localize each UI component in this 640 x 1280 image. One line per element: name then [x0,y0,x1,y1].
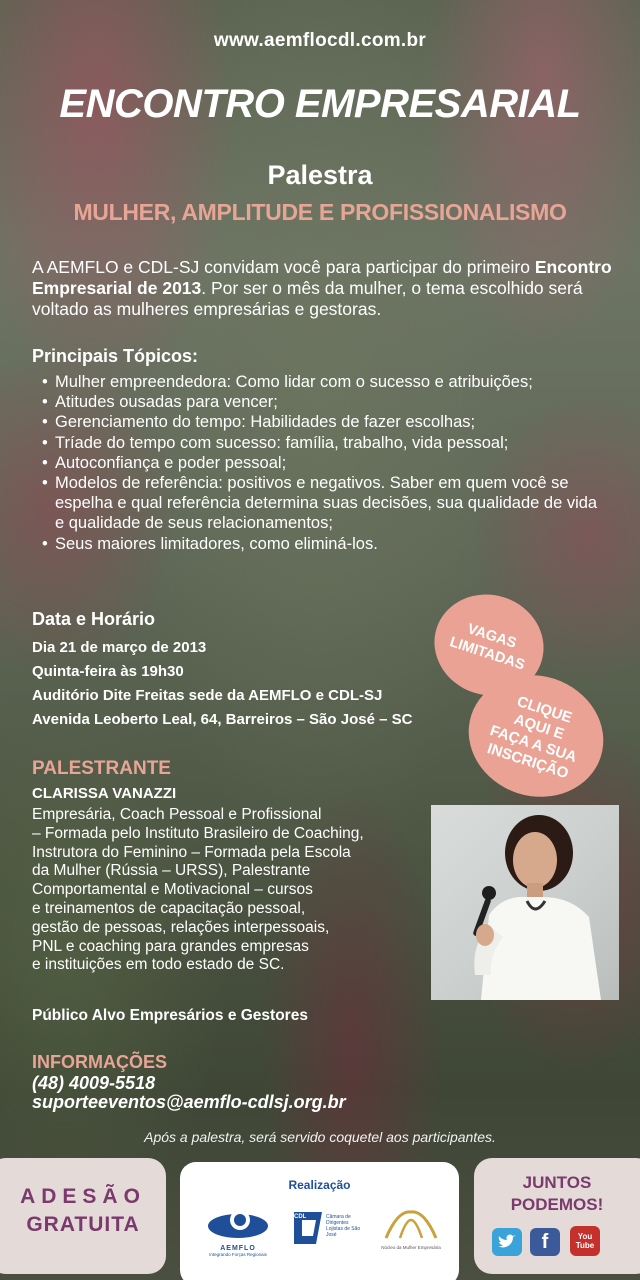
aemflo-logo-tagline: Integrando Forças Regionais [209,1252,267,1257]
speaker-bio-line: Comportamental e Motivacional – cursos [32,881,313,899]
cdl-logo-name: CDL [294,1214,307,1220]
facebook-icon[interactable] [530,1228,560,1256]
schedule-heading: Data e Horário [32,609,156,629]
event-address: Avenida Leoberto Leal, 64, Barreiros – São José – SC [32,711,413,728]
register-button-label: CLIQUE AQUI E FAÇA A SUA INSCRIÇÃO [485,693,579,783]
topic-item: • Modelos de referência: positivos e negativos. Saber em quem você se espelha e qual referência determina suas decisões, sua qualidade de vida e qualidade de seus relacionamentos; [42,474,598,533]
intro-highlight: Encontro Empresarial de 2013 [32,257,612,298]
speaker-bio-line: gestão de pessoas, relações interpessoais, [32,918,330,936]
aemflo-logo-name: AEMFLO [220,1245,256,1252]
limited-spots-text: VAGAS LIMITADAS [447,621,527,674]
topic-item: • Seus maiores limitadores, como eliminá-los. [42,534,378,553]
speaker-bio [32,806,424,975]
speaker-photo [431,805,619,1000]
speaker-photo-illustration [431,805,619,1000]
organizers-heading: Realização [288,1178,351,1192]
youtube-icon[interactable] [570,1226,600,1256]
info-email[interactable]: suporteeventos@aemflo-cdlsj.org.br [32,1092,346,1112]
speaker-bio-line: PNL e coaching para grandes empresas [32,937,309,955]
speaker-name: CLARISSA VANAZZI [32,785,177,802]
speaker-bio-line: e treinamentos de capacitação pessoal, [32,899,306,917]
speaker-heading: PALESTRANTE [32,758,171,779]
event-date: Dia 21 de março de 2013 [32,639,207,656]
topic-item: • Atitudes ousadas para vencer; [42,393,278,412]
aemflo-logo[interactable] [200,1206,276,1257]
together-slogan [474,1172,640,1216]
site-url[interactable]: www.aemflocdl.com.br [213,30,427,51]
youtube-glyph-you: You [577,1232,593,1241]
target-audience: Público Alvo Empresários e Gestores [32,1007,308,1024]
topic-item: • Autoconfiança e poder pessoal; [42,453,287,472]
intro-text-end: . Por ser o mês da mulher, o tema escolhido será voltado as mulheres empresárias e gestoras. [32,278,583,319]
free-admission-line1: ADESÃO [20,1185,146,1208]
event-venue: Auditório Dite Freitas sede da AEMFLO e CDL-SJ [32,687,383,704]
twitter-icon[interactable] [492,1228,522,1256]
speaker-bio-line: e instituições em todo estado de SC. [32,956,285,974]
intro-text-start: A AEMFLO e CDL-SJ convidam você para participar do primeiro [32,257,535,277]
event-title: ENCONTRO EMPRESARIAL [59,82,581,126]
nucleo-logo-mark [378,1206,444,1240]
cdl-logo-text: Câmara de Dirigentes Lojistas de São José [326,1214,361,1238]
nucleo-logo[interactable] [378,1206,444,1254]
topic-item: • Mulher empreendedora: Como lidar com o sucesso e atribuições; [42,373,533,391]
free-admission-line2: GRATUITA [26,1213,140,1236]
together-slogan-line2: PODEMOS! [510,1195,604,1214]
cocktail-note: Após a palestra, será servido coquetel aos participantes. [144,1129,496,1145]
topics-list [42,372,602,554]
topic-item: • Gerenciamento do tempo: Habilidades de fazer escolhas; [42,413,476,432]
facebook-glyph: f [541,1230,549,1253]
cdl-logo[interactable] [292,1210,370,1252]
topics-heading: Principais Tópicos: [32,346,199,366]
talk-kind-label: Palestra [267,160,373,190]
speaker-bio-line: Empresária, Coach Pessoal e Profissional [32,806,322,823]
event-time: Quinta-feira às 19h30 [32,663,184,680]
speaker-bio-line: da Mulher (Rússia – URSS), Palestrante [32,862,311,880]
aemflo-logo-mark [200,1206,276,1240]
youtube-glyph-tube: Tube [575,1241,595,1250]
info-phone[interactable]: (48) 4009-5518 [32,1073,156,1093]
info-heading: INFORMAÇÕES [32,1052,167,1072]
intro-paragraph [32,257,612,320]
speaker-bio-line: – Formada pelo Instituto Brasileiro de Coaching, [32,824,364,842]
nucleo-logo-text: Núcleo da Mulher Empresária [381,1245,441,1250]
speaker-bio-line: Instrutora do Feminino – Formada pela Escola [32,843,351,861]
topic-item: • Tríade do tempo com sucesso: família, trabalho, vida pessoal; [42,433,509,452]
together-slogan-line1: JUNTOS [522,1173,592,1192]
twitter-bird-glyph [497,1234,517,1250]
talk-title: MULHER, AMPLITUDE E PROFISSIONALISMO [73,199,567,225]
